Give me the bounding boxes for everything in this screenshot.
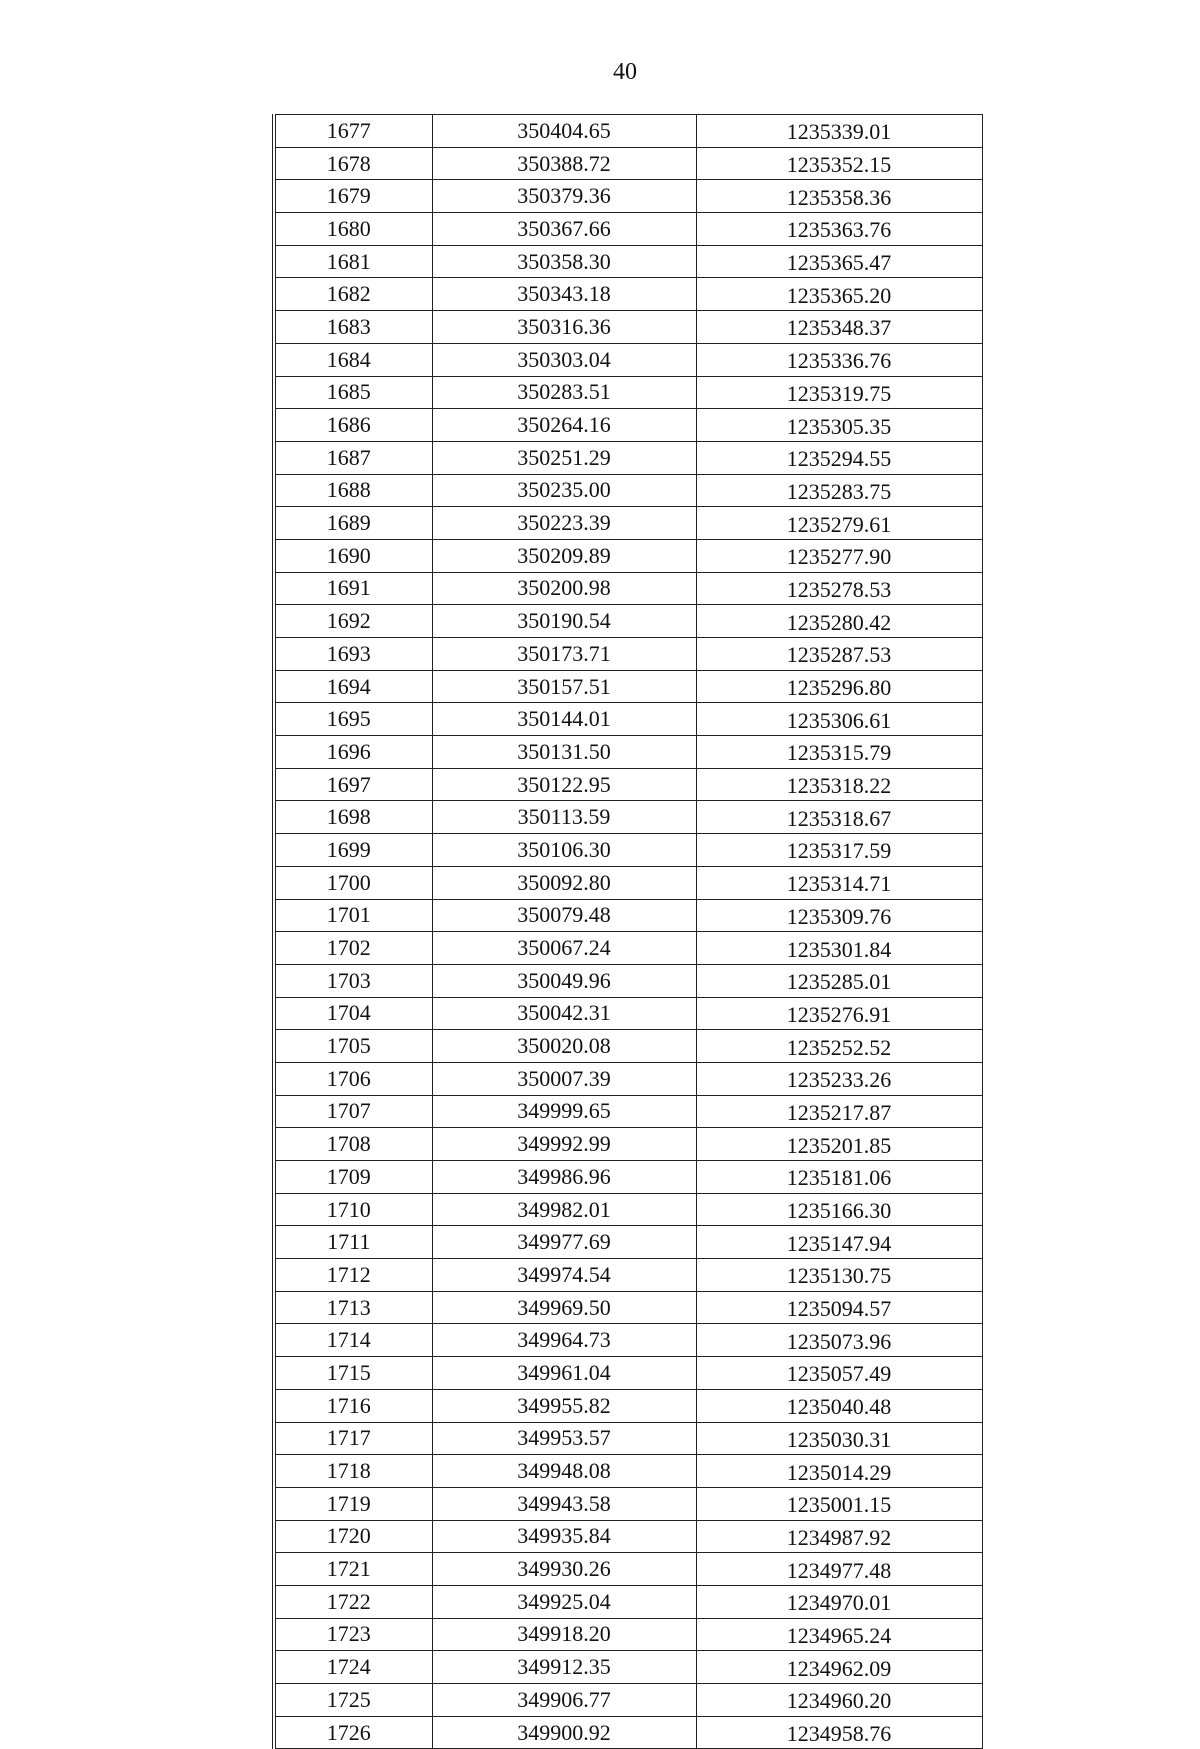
point-number-cell: 1684 xyxy=(274,343,432,376)
x-coordinate-cell: 349955.82 xyxy=(432,1389,696,1422)
y-coordinate-cell: 1235348.37 xyxy=(696,311,982,344)
y-coordinate-cell: 1235309.76 xyxy=(696,899,982,932)
y-coordinate-cell: 1235094.57 xyxy=(696,1291,982,1324)
point-number-cell: 1706 xyxy=(274,1062,432,1095)
y-coordinate-cell: 1235181.06 xyxy=(696,1161,982,1194)
x-coordinate-cell: 350379.36 xyxy=(432,180,696,213)
point-number-cell: 1679 xyxy=(274,180,432,213)
y-coordinate-cell: 1235314.71 xyxy=(696,866,982,899)
x-coordinate-cell: 349964.73 xyxy=(432,1324,696,1357)
y-coordinate-cell: 1235319.75 xyxy=(696,376,982,409)
point-number-cell: 1677 xyxy=(274,115,432,148)
table-row xyxy=(274,115,982,148)
point-number-cell: 1700 xyxy=(274,866,432,899)
y-coordinate-cell: 1235285.01 xyxy=(696,964,982,997)
table-row xyxy=(274,866,982,899)
y-coordinate-cell: 1234977.48 xyxy=(696,1553,982,1586)
point-number-cell: 1688 xyxy=(274,474,432,507)
table-row xyxy=(274,1716,982,1749)
y-coordinate-cell: 1235294.55 xyxy=(696,441,982,474)
table-row xyxy=(274,703,982,736)
table-row xyxy=(274,180,982,213)
table-row xyxy=(274,1520,982,1553)
x-coordinate-cell: 350144.01 xyxy=(432,703,696,736)
x-coordinate-cell: 349977.69 xyxy=(432,1226,696,1259)
x-coordinate-cell: 349930.26 xyxy=(432,1553,696,1586)
point-number-cell: 1681 xyxy=(274,245,432,278)
table-row xyxy=(274,343,982,376)
x-coordinate-cell: 350358.30 xyxy=(432,245,696,278)
coordinates-table xyxy=(272,114,983,1749)
y-coordinate-cell: 1235363.76 xyxy=(696,213,982,246)
x-coordinate-cell: 349906.77 xyxy=(432,1684,696,1717)
y-coordinate-cell: 1235217.87 xyxy=(696,1095,982,1128)
y-coordinate-cell: 1234987.92 xyxy=(696,1520,982,1553)
x-coordinate-cell: 349912.35 xyxy=(432,1651,696,1684)
x-coordinate-cell: 350007.39 xyxy=(432,1062,696,1095)
table-row xyxy=(274,768,982,801)
y-coordinate-cell: 1234965.24 xyxy=(696,1618,982,1651)
table-row xyxy=(274,899,982,932)
table-row xyxy=(274,1291,982,1324)
x-coordinate-cell: 350316.36 xyxy=(432,311,696,344)
y-coordinate-cell: 1235315.79 xyxy=(696,736,982,769)
table-row xyxy=(274,736,982,769)
table-row xyxy=(274,1062,982,1095)
x-coordinate-cell: 349974.54 xyxy=(432,1259,696,1292)
coordinates-table-body xyxy=(274,115,982,1749)
y-coordinate-cell: 1235252.52 xyxy=(696,1030,982,1063)
x-coordinate-cell: 350264.16 xyxy=(432,409,696,442)
table-row xyxy=(274,1030,982,1063)
table-row xyxy=(274,932,982,965)
x-coordinate-cell: 349986.96 xyxy=(432,1161,696,1194)
y-coordinate-cell: 1235306.61 xyxy=(696,703,982,736)
y-coordinate-cell: 1235073.96 xyxy=(696,1324,982,1357)
table-row xyxy=(274,213,982,246)
point-number-cell: 1696 xyxy=(274,736,432,769)
y-coordinate-cell: 1235030.31 xyxy=(696,1422,982,1455)
point-number-cell: 1708 xyxy=(274,1128,432,1161)
point-number-cell: 1716 xyxy=(274,1389,432,1422)
point-number-cell: 1683 xyxy=(274,311,432,344)
table-row xyxy=(274,605,982,638)
point-number-cell: 1724 xyxy=(274,1651,432,1684)
table-row xyxy=(274,1161,982,1194)
y-coordinate-cell: 1235130.75 xyxy=(696,1259,982,1292)
table-row xyxy=(274,1422,982,1455)
table-row xyxy=(274,1389,982,1422)
point-number-cell: 1705 xyxy=(274,1030,432,1063)
point-number-cell: 1717 xyxy=(274,1422,432,1455)
x-coordinate-cell: 350388.72 xyxy=(432,147,696,180)
y-coordinate-cell: 1235317.59 xyxy=(696,834,982,867)
table-row xyxy=(274,507,982,540)
point-number-cell: 1710 xyxy=(274,1193,432,1226)
point-number-cell: 1719 xyxy=(274,1487,432,1520)
table-row xyxy=(274,245,982,278)
y-coordinate-cell: 1234962.09 xyxy=(696,1651,982,1684)
y-coordinate-cell: 1235296.80 xyxy=(696,670,982,703)
x-coordinate-cell: 350404.65 xyxy=(432,115,696,148)
table-row xyxy=(274,311,982,344)
point-number-cell: 1682 xyxy=(274,278,432,311)
y-coordinate-cell: 1235057.49 xyxy=(696,1357,982,1390)
x-coordinate-cell: 350049.96 xyxy=(432,964,696,997)
x-coordinate-cell: 350343.18 xyxy=(432,278,696,311)
table-row xyxy=(274,409,982,442)
x-coordinate-cell: 350173.71 xyxy=(432,638,696,671)
x-coordinate-cell: 350235.00 xyxy=(432,474,696,507)
x-coordinate-cell: 350251.29 xyxy=(432,441,696,474)
point-number-cell: 1725 xyxy=(274,1684,432,1717)
y-coordinate-cell: 1235365.47 xyxy=(696,245,982,278)
y-coordinate-cell: 1235276.91 xyxy=(696,997,982,1030)
y-coordinate-cell: 1235358.36 xyxy=(696,180,982,213)
x-coordinate-cell: 350303.04 xyxy=(432,343,696,376)
x-coordinate-cell: 349900.92 xyxy=(432,1716,696,1749)
point-number-cell: 1689 xyxy=(274,507,432,540)
y-coordinate-cell: 1235339.01 xyxy=(696,115,982,148)
table-row xyxy=(274,670,982,703)
x-coordinate-cell: 350113.59 xyxy=(432,801,696,834)
table-row xyxy=(274,1684,982,1717)
point-number-cell: 1687 xyxy=(274,441,432,474)
y-coordinate-cell: 1235014.29 xyxy=(696,1455,982,1488)
y-coordinate-cell: 1235201.85 xyxy=(696,1128,982,1161)
point-number-cell: 1680 xyxy=(274,213,432,246)
y-coordinate-cell: 1234960.20 xyxy=(696,1684,982,1717)
point-number-cell: 1713 xyxy=(274,1291,432,1324)
y-coordinate-cell: 1235301.84 xyxy=(696,932,982,965)
x-coordinate-cell: 350131.50 xyxy=(432,736,696,769)
point-number-cell: 1718 xyxy=(274,1455,432,1488)
x-coordinate-cell: 350209.89 xyxy=(432,539,696,572)
y-coordinate-cell: 1235318.22 xyxy=(696,768,982,801)
point-number-cell: 1702 xyxy=(274,932,432,965)
table-row xyxy=(274,539,982,572)
y-coordinate-cell: 1235233.26 xyxy=(696,1062,982,1095)
x-coordinate-cell: 350020.08 xyxy=(432,1030,696,1063)
y-coordinate-cell: 1234958.76 xyxy=(696,1716,982,1749)
point-number-cell: 1678 xyxy=(274,147,432,180)
page-number: 40 xyxy=(613,59,637,85)
x-coordinate-cell: 349961.04 xyxy=(432,1357,696,1390)
table-row xyxy=(274,964,982,997)
y-coordinate-cell: 1235147.94 xyxy=(696,1226,982,1259)
x-coordinate-cell: 349969.50 xyxy=(432,1291,696,1324)
y-coordinate-cell: 1235277.90 xyxy=(696,539,982,572)
table-row xyxy=(274,1226,982,1259)
point-number-cell: 1721 xyxy=(274,1553,432,1586)
table-row xyxy=(274,1193,982,1226)
point-number-cell: 1694 xyxy=(274,670,432,703)
y-coordinate-cell: 1234970.01 xyxy=(696,1585,982,1618)
x-coordinate-cell: 350122.95 xyxy=(432,768,696,801)
y-coordinate-cell: 1235166.30 xyxy=(696,1193,982,1226)
x-coordinate-cell: 350042.31 xyxy=(432,997,696,1030)
table-row xyxy=(274,1618,982,1651)
point-number-cell: 1704 xyxy=(274,997,432,1030)
point-number-cell: 1707 xyxy=(274,1095,432,1128)
x-coordinate-cell: 350223.39 xyxy=(432,507,696,540)
x-coordinate-cell: 349953.57 xyxy=(432,1422,696,1455)
table-row xyxy=(274,1651,982,1684)
x-coordinate-cell: 350367.66 xyxy=(432,213,696,246)
x-coordinate-cell: 350157.51 xyxy=(432,670,696,703)
point-number-cell: 1699 xyxy=(274,834,432,867)
x-coordinate-cell: 349982.01 xyxy=(432,1193,696,1226)
table-row xyxy=(274,834,982,867)
x-coordinate-cell: 350067.24 xyxy=(432,932,696,965)
point-number-cell: 1726 xyxy=(274,1716,432,1749)
point-number-cell: 1723 xyxy=(274,1618,432,1651)
table-row xyxy=(274,376,982,409)
point-number-cell: 1712 xyxy=(274,1259,432,1292)
point-number-cell: 1690 xyxy=(274,539,432,572)
table-row xyxy=(274,997,982,1030)
table-row xyxy=(274,1455,982,1488)
table-row xyxy=(274,1128,982,1161)
table-row xyxy=(274,278,982,311)
x-coordinate-cell: 350283.51 xyxy=(432,376,696,409)
point-number-cell: 1686 xyxy=(274,409,432,442)
point-number-cell: 1695 xyxy=(274,703,432,736)
x-coordinate-cell: 349918.20 xyxy=(432,1618,696,1651)
point-number-cell: 1692 xyxy=(274,605,432,638)
point-number-cell: 1693 xyxy=(274,638,432,671)
y-coordinate-cell: 1235336.76 xyxy=(696,343,982,376)
y-coordinate-cell: 1235305.35 xyxy=(696,409,982,442)
table-row xyxy=(274,1095,982,1128)
point-number-cell: 1691 xyxy=(274,572,432,605)
table-row xyxy=(274,572,982,605)
table-row xyxy=(274,1324,982,1357)
y-coordinate-cell: 1235279.61 xyxy=(696,507,982,540)
point-number-cell: 1701 xyxy=(274,899,432,932)
point-number-cell: 1698 xyxy=(274,801,432,834)
table-row xyxy=(274,1259,982,1292)
point-number-cell: 1711 xyxy=(274,1226,432,1259)
x-coordinate-cell: 350200.98 xyxy=(432,572,696,605)
table-row xyxy=(274,1357,982,1390)
point-number-cell: 1697 xyxy=(274,768,432,801)
table-row xyxy=(274,638,982,671)
y-coordinate-cell: 1235287.53 xyxy=(696,638,982,671)
table-row xyxy=(274,1553,982,1586)
x-coordinate-cell: 350190.54 xyxy=(432,605,696,638)
y-coordinate-cell: 1235001.15 xyxy=(696,1487,982,1520)
y-coordinate-cell: 1235318.67 xyxy=(696,801,982,834)
point-number-cell: 1685 xyxy=(274,376,432,409)
table-row xyxy=(274,474,982,507)
x-coordinate-cell: 349948.08 xyxy=(432,1455,696,1488)
y-coordinate-cell: 1235280.42 xyxy=(696,605,982,638)
x-coordinate-cell: 349999.65 xyxy=(432,1095,696,1128)
x-coordinate-cell: 349992.99 xyxy=(432,1128,696,1161)
table-row xyxy=(274,441,982,474)
x-coordinate-cell: 350092.80 xyxy=(432,866,696,899)
y-coordinate-cell: 1235352.15 xyxy=(696,147,982,180)
point-number-cell: 1722 xyxy=(274,1585,432,1618)
y-coordinate-cell: 1235278.53 xyxy=(696,572,982,605)
point-number-cell: 1720 xyxy=(274,1520,432,1553)
y-coordinate-cell: 1235365.20 xyxy=(696,278,982,311)
x-coordinate-cell: 349935.84 xyxy=(432,1520,696,1553)
x-coordinate-cell: 349943.58 xyxy=(432,1487,696,1520)
y-coordinate-cell: 1235283.75 xyxy=(696,474,982,507)
table-row xyxy=(274,147,982,180)
y-coordinate-cell: 1235040.48 xyxy=(696,1389,982,1422)
table-row xyxy=(274,801,982,834)
table-row xyxy=(274,1585,982,1618)
point-number-cell: 1709 xyxy=(274,1161,432,1194)
point-number-cell: 1703 xyxy=(274,964,432,997)
table-row xyxy=(274,1487,982,1520)
point-number-cell: 1715 xyxy=(274,1357,432,1390)
x-coordinate-cell: 350106.30 xyxy=(432,834,696,867)
x-coordinate-cell: 349925.04 xyxy=(432,1585,696,1618)
x-coordinate-cell: 350079.48 xyxy=(432,899,696,932)
point-number-cell: 1714 xyxy=(274,1324,432,1357)
